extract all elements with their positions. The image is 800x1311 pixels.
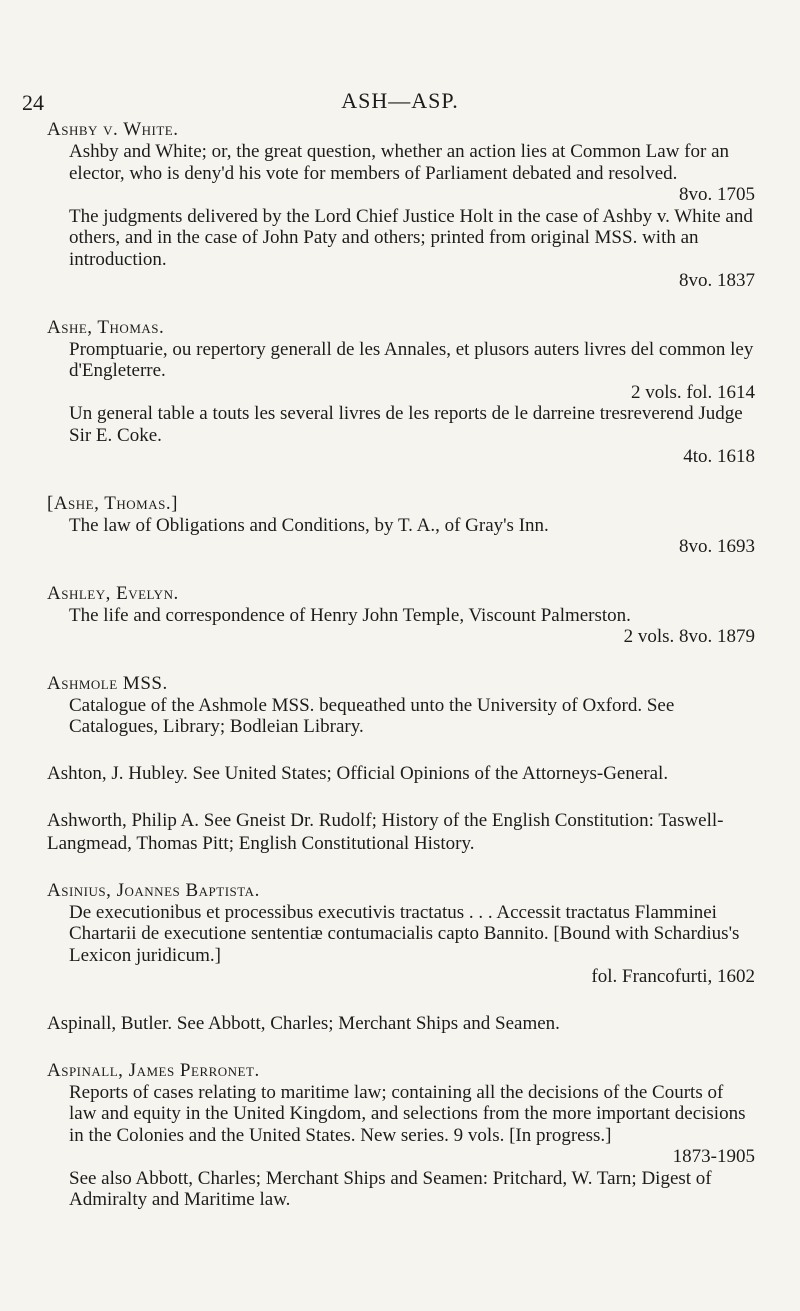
catalogue-entry: [47, 1012, 755, 1035]
entry-heading: Ashmole MSS.: [47, 672, 168, 694]
item-imprint: 1873-1905: [672, 1146, 755, 1167]
entry-item: [47, 1082, 755, 1168]
entry-item: [47, 141, 755, 206]
entry-heading: Aspinall, Butler. See Abbott, Charles; Merchant Ships and Seamen.: [47, 1012, 560, 1034]
running-head: ASH—ASP.: [341, 88, 459, 113]
entry-heading: [Ashe, Thomas.]: [47, 492, 178, 514]
entry-item: [47, 695, 755, 738]
catalogue-entry: [47, 879, 755, 988]
page-number: 24: [22, 90, 44, 115]
item-text: Promptuarie, ou repertory generall de les Annales, et plusors auters livres del common ley d'Engleterre.: [69, 338, 754, 381]
item-text: Reports of cases relating to maritime law; containing all the decisions of the Courts of law and equity in the United Kingdom, and selections from the more important decisions in the Colonies and the United States. New series. 9 vols. [In progress.]: [69, 1081, 746, 1146]
entry-item: [47, 902, 755, 988]
catalogue-entry: [47, 762, 755, 785]
item-imprint: 8vo. 1705: [679, 184, 755, 205]
item-text: The law of Obligations and Conditions, by T. A., of Gray's Inn.: [69, 514, 549, 536]
entry-heading: Ashe, Thomas.: [47, 316, 165, 338]
catalogue-entry: [47, 1059, 755, 1211]
catalogue-entry: [47, 118, 755, 292]
item-text: De executionibus et processibus executivis tractatus . . . Accessit tractatus Flamminei Chartarii de executione sententiæ contumacialis capto Bannito. [Bound with Schardius's Lexicon juridicum.]: [69, 901, 740, 966]
entry-heading: Ashby v. White.: [47, 119, 179, 140]
catalogue-entry: [47, 582, 755, 648]
entry-heading: Ashton, J. Hubley. See United States; Official Opinions of the Attorneys-General.: [47, 762, 669, 784]
entry-item: [47, 206, 755, 292]
item-text: The judgments delivered by the Lord Chief Justice Holt in the case of Ashby v. White and others, and in the case of John Paty and others; printed from original MSS. with an introduction.: [69, 205, 753, 270]
item-text: Catalogue of the Ashmole MSS. bequeathed unto the University of Oxford. See Catalogues, Library; Bodleian Library.: [69, 694, 675, 737]
item-imprint: 8vo. 1837: [679, 270, 755, 291]
item-text: The life and correspondence of Henry John Temple, Viscount Palmerston.: [69, 604, 631, 626]
entry-item: [47, 339, 755, 404]
entry-item: [47, 1168, 755, 1211]
catalogue-entry: [47, 492, 755, 558]
item-imprint: fol. Francofurti, 1602: [591, 966, 755, 987]
item-imprint: 2 vols. 8vo. 1879: [623, 626, 755, 647]
catalogue-entry: [47, 809, 755, 855]
catalogue-entries: [47, 118, 755, 1235]
entry-heading: Aspinall, James Perronet.: [47, 1059, 260, 1081]
catalogue-entry: [47, 316, 755, 468]
item-text: See also Abbott, Charles; Merchant Ships and Seamen: Pritchard, W. Tarn; Digest of Admiralty and Maritime law.: [69, 1167, 712, 1210]
entry-heading: Ashley, Evelyn.: [47, 582, 179, 604]
entry-item: [47, 515, 755, 558]
item-text: Ashby and White; or, the great question, whether an action lies at Common Law for an elector, who is deny'd his vote for members of Parliament debated and resolved.: [69, 141, 730, 184]
item-imprint: 8vo. 1693: [679, 536, 755, 557]
item-imprint: 4to. 1618: [683, 446, 755, 467]
entry-item: [47, 403, 755, 468]
entry-heading: Ashworth, Philip A. See Gneist Dr. Rudolf; History of the English Constitution: Taswell-Langmead, Thomas Pitt; English Constitutional History.: [47, 809, 724, 854]
entry-heading: Asinius, Joannes Baptista.: [47, 879, 260, 901]
item-text: Un general table a touts les several livres de les reports de le darreine tresreverend Judge Sir E. Coke.: [69, 403, 743, 446]
catalogue-entry: [47, 672, 755, 738]
item-imprint: 2 vols. fol. 1614: [630, 381, 755, 403]
entry-item: [47, 605, 755, 648]
